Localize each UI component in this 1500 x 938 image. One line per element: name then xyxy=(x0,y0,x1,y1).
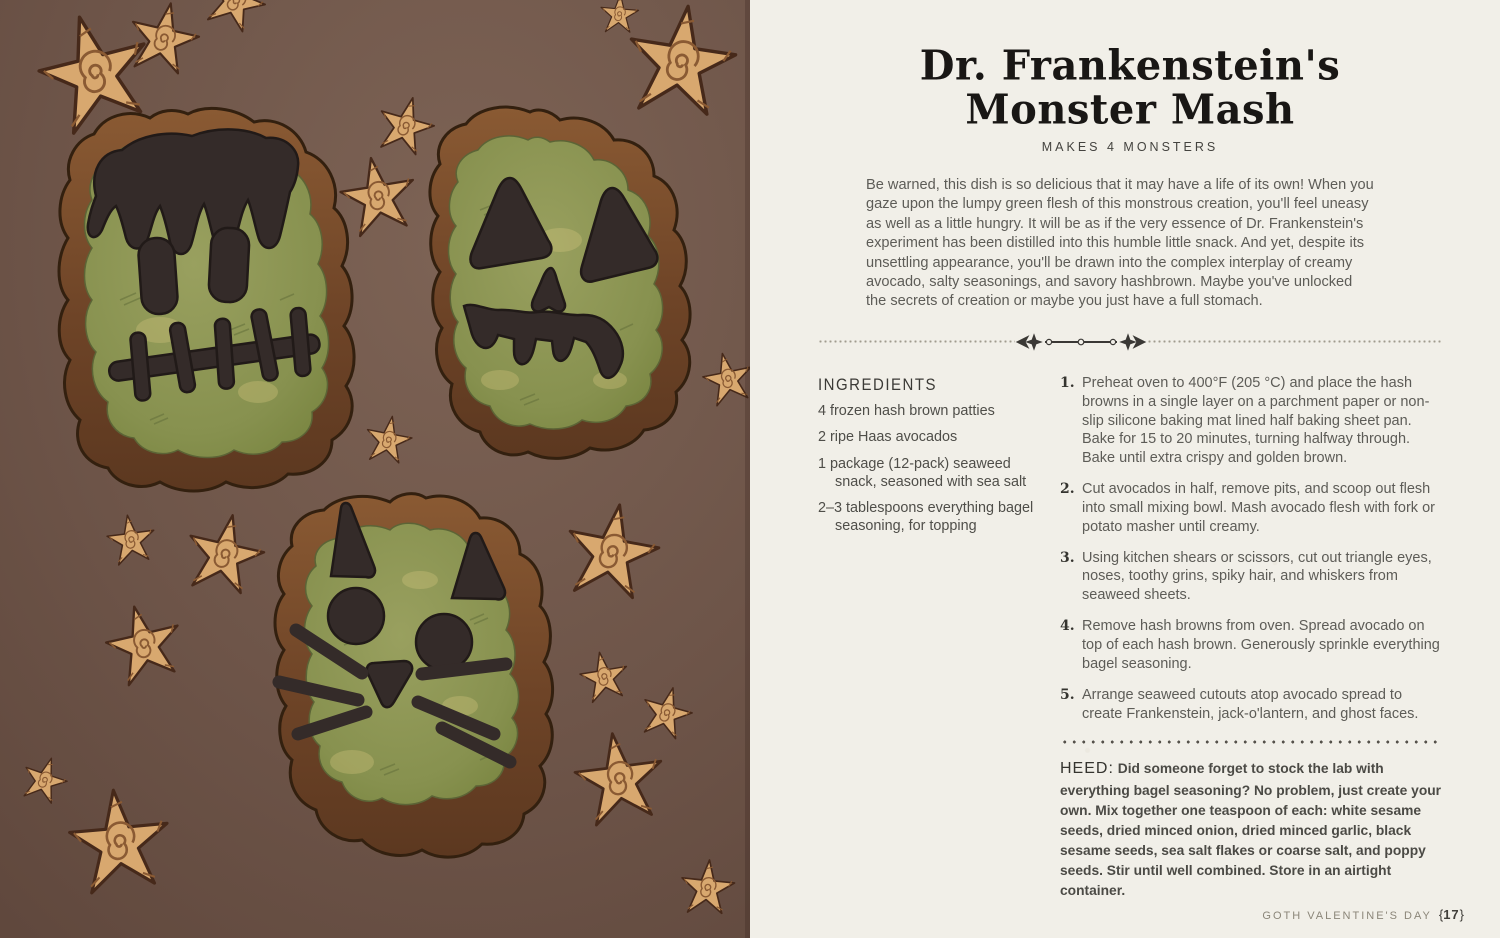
frankenstein-right-eye xyxy=(208,227,250,303)
step-number: 2. xyxy=(1060,481,1075,498)
recipe-columns xyxy=(818,374,1442,901)
cat-right-eye xyxy=(416,614,472,670)
step-text: Using kitchen shears or scissors, cut out triangle eyes, noses, toothy grins, spiky hair, and whiskers from seaweed sheets. xyxy=(1082,549,1432,604)
ingredients-list xyxy=(818,403,1046,535)
instruction-step xyxy=(1060,480,1442,537)
ingredient-item: 2–3 tablespoons everything bagel seasoning, for topping xyxy=(818,500,1034,534)
page-number-value: 17 xyxy=(1443,907,1460,922)
instruction-step xyxy=(1060,549,1442,606)
divider-dots-right xyxy=(1147,340,1442,343)
step-number: 3. xyxy=(1060,549,1075,566)
instruction-step xyxy=(1060,374,1442,468)
instruction-step xyxy=(1060,686,1442,724)
step-text: Arrange seaweed cutouts atop avocado spread to create Frankenstein, jack-o'lantern, and ghost faces. xyxy=(1082,686,1419,722)
instructions-column xyxy=(1060,374,1442,901)
frankenstein-left-eye xyxy=(137,237,178,315)
step-number: 4. xyxy=(1060,618,1075,635)
brace-open: { xyxy=(1438,907,1444,922)
note-divider-dots xyxy=(1060,740,1442,744)
ingredient-item: 2 ripe Haas avocados xyxy=(818,429,958,446)
cat-hashbrown xyxy=(275,494,553,857)
yield-label: MAKES 4 MONSTERS xyxy=(1041,140,1219,154)
brace-close: } xyxy=(1459,907,1464,922)
note-body: Did someone forget to stock the lab with everything bagel seasoning? No problem, just create your own. Mix together one teaspoon of each: white sesame seeds, dried minced onion, dried minced garlic, black sesame seeds, sea salt flakes or coarse salt, and poppy seeds. Stir until well combined. Store in an airtight container. xyxy=(1060,761,1442,898)
step-text: Cut avocados in half, remove pits, and scoop out flesh into small mixing bowl. Mash avocado flesh with fork or potato masher until creamy. xyxy=(1082,481,1435,535)
step-number: 5. xyxy=(1060,686,1075,703)
recipe-page xyxy=(750,0,1500,938)
instruction-step xyxy=(1060,617,1442,674)
step-number: 1. xyxy=(1060,374,1075,391)
footer-section-label: GOTH VALENTINE'S DAY xyxy=(1262,910,1432,922)
ingredient-item: 1 package (12-pack) seaweed snack, seasoned with sea salt xyxy=(818,455,1027,490)
page-footer xyxy=(1262,907,1464,922)
page-number xyxy=(1439,907,1464,922)
frankenstein-hashbrown xyxy=(59,108,354,491)
instructions-list xyxy=(1060,374,1442,724)
note-text xyxy=(1060,757,1442,900)
note-block xyxy=(1060,740,1442,900)
step-text: Preheat oven to 400°F (205 °C) and place the hash browns in a single layer on a parchment paper or non-slip silicone baking mat lined half baking sheet pan. Bake for 15 to 20 minutes, turning halfway through. Bake until extra crispy and golden brown. xyxy=(1082,374,1430,467)
jack-o-lantern-hashbrown xyxy=(430,107,690,458)
recipe-title: Dr. Frankenstein's Monster Mash xyxy=(919,41,1341,134)
divider-dots-left xyxy=(818,340,1015,343)
ingredient-item: 4 frozen hash brown patties xyxy=(818,402,995,419)
recipe-intro: Be warned, this dish is so delicious that it may have a life of its own! When you gaze upon the lumpy green flesh of this monstrous creation, you'll feel uneasy as well as a little hungry. It will be as if the very essence of Dr. Frankenstein's experiment has been distilled into this humble little snack. And yet, despite its unsettling appearance, you'll be drawn into the complex interplay of creamy avocado, salty seasonings, and savory hashbrown. Maybe you've unlocked the secrets of creation or maybe you just have a full stomach. xyxy=(866,177,1374,310)
ingredients-heading: INGREDIENTS xyxy=(818,375,938,395)
divider-ornament-icon xyxy=(1015,333,1147,351)
cat-left-eye xyxy=(328,588,384,644)
ingredients-column xyxy=(818,374,1046,901)
note-heading: HEED: xyxy=(1060,760,1114,778)
section-divider xyxy=(818,333,1442,351)
step-text: Remove hash browns from oven. Spread avocado on top of each hash brown. Generously sprinkle everything bagel seasoning. xyxy=(1082,618,1440,672)
